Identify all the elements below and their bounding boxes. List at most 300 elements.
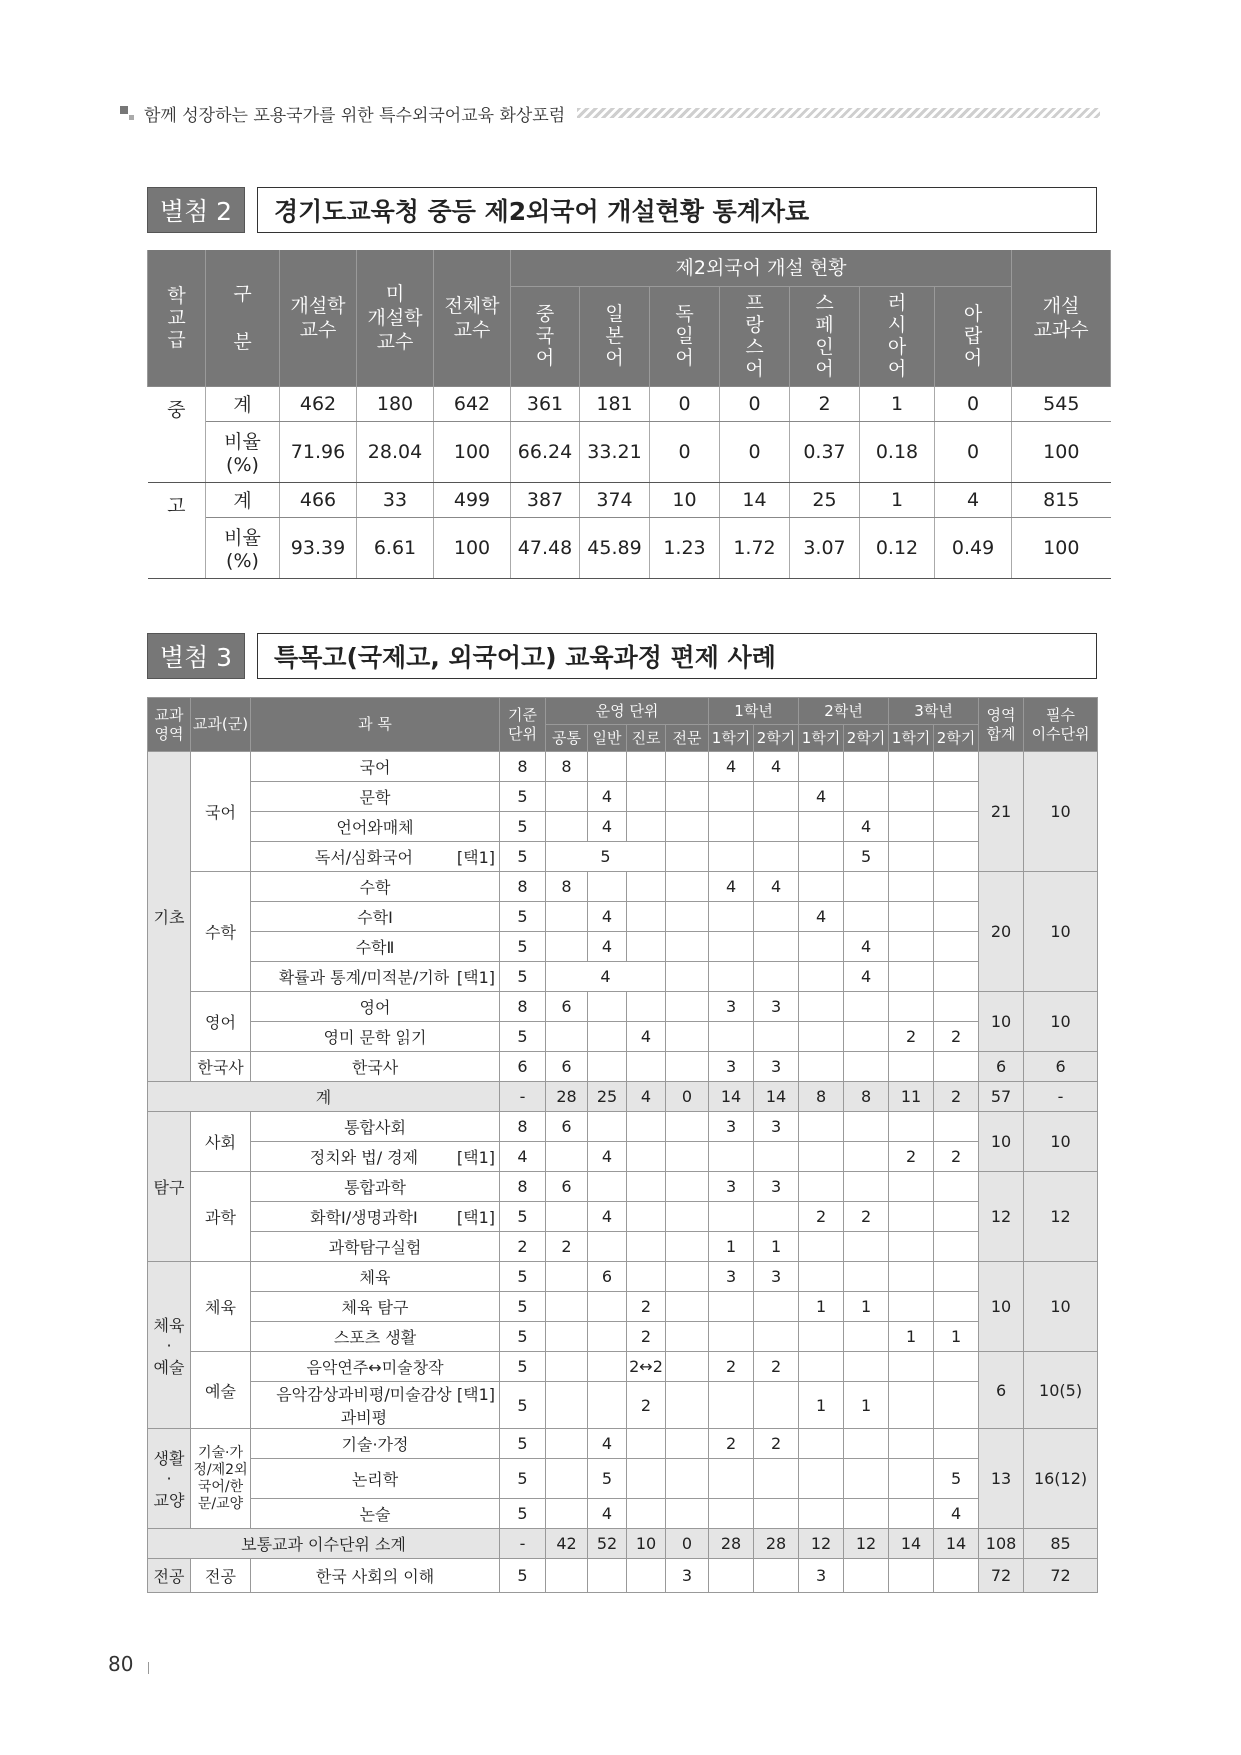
unit-value: 4 <box>754 752 799 782</box>
total-value: 14 <box>754 1082 799 1112</box>
stat-value: 71.96 <box>280 421 357 482</box>
unit-value: 6 <box>546 1172 588 1202</box>
h-year3: 3학년 <box>889 698 979 725</box>
unit-value <box>844 1232 889 1262</box>
group-label: 한국사 <box>191 1052 251 1082</box>
area-label: 전공 <box>148 1559 191 1593</box>
table-row <box>148 1559 1098 1593</box>
table-row <box>148 872 1098 902</box>
table-row <box>148 842 1098 872</box>
unit-value <box>754 932 799 962</box>
stats-row <box>148 482 1111 517</box>
unit-value <box>889 1429 934 1459</box>
page-number: 80 <box>108 1652 134 1676</box>
header-school-level: 학 교 급 <box>148 250 206 386</box>
group-label: 영어 <box>191 992 251 1052</box>
header-lang: 러 시 아 어 <box>860 286 935 386</box>
stat-value: 0 <box>935 386 1012 421</box>
area-label: 기초 <box>148 752 191 1082</box>
h-year2: 2학년 <box>799 698 889 725</box>
subject: 언어와매체 <box>251 812 500 842</box>
stat-value: 4 <box>935 482 1012 517</box>
subject: 화학Ⅰ/생명과학Ⅰ [택1] <box>251 1202 500 1232</box>
header-title: 함께 성장하는 포용국가를 위한 특수외국어교육 화상포럼 <box>144 105 566 126</box>
unit-value <box>588 1052 627 1082</box>
subject: 수학Ⅱ <box>251 932 500 962</box>
section-3-title: 특목고(국제고, 외국어고) 교육과정 편제 사례 <box>257 633 1097 679</box>
unit-value <box>627 1172 666 1202</box>
stat-value: 642 <box>434 386 511 421</box>
stat-value: 1.23 <box>650 517 720 578</box>
required-units: 72 <box>1024 1559 1098 1593</box>
base-unit: 8 <box>500 1112 546 1142</box>
unit-value: 4 <box>709 752 754 782</box>
section-2-heading <box>147 187 1097 233</box>
area-sum: 10 <box>979 1262 1024 1352</box>
row-label: 계 <box>206 386 280 421</box>
unit-value: 1 <box>844 1382 889 1429</box>
unit-value <box>546 1352 588 1382</box>
group-label: 사회 <box>191 1112 251 1172</box>
unit-value <box>666 1382 709 1429</box>
unit-value: 4 <box>588 1142 627 1172</box>
unit-value <box>799 752 844 782</box>
unit-value <box>709 782 754 812</box>
unit-value <box>546 1382 588 1429</box>
unit-value <box>709 1459 754 1499</box>
subject: 체육 탐구 <box>251 1292 500 1322</box>
unit-value <box>666 1352 709 1382</box>
h-sem: 2학기 <box>934 725 979 752</box>
unit-value <box>934 752 979 782</box>
table-row <box>148 1262 1098 1292</box>
stat-value: 0.37 <box>790 421 860 482</box>
base-unit: 5 <box>500 1429 546 1459</box>
stat-value: 100 <box>434 421 511 482</box>
unit-value: 4 <box>799 782 844 812</box>
unit-value <box>889 1112 934 1142</box>
unit-value: 2 <box>754 1352 799 1382</box>
area-sum: 10 <box>979 992 1024 1052</box>
base-unit: 4 <box>500 1142 546 1172</box>
unit-value <box>799 932 844 962</box>
unit-value <box>934 1429 979 1459</box>
unit-value <box>844 1112 889 1142</box>
header-stripe <box>577 108 1100 118</box>
area-sum: 10 <box>979 1112 1024 1172</box>
area-label: 생활 · 교양 <box>148 1429 191 1529</box>
unit-value <box>844 1429 889 1459</box>
unit-value <box>546 1262 588 1292</box>
unit-value: 2 <box>934 1142 979 1172</box>
unit-value: 2 <box>627 1292 666 1322</box>
total-label: 계 <box>148 1082 500 1112</box>
unit-value <box>889 1202 934 1232</box>
stat-value: 45.89 <box>580 517 650 578</box>
required-units: 10 <box>1024 992 1098 1052</box>
total-value: 2 <box>934 1082 979 1112</box>
unit-value <box>709 1499 754 1529</box>
h-area: 교과 영역 <box>148 698 191 752</box>
unit-value <box>627 1429 666 1459</box>
header-lang: 일 본 어 <box>580 286 650 386</box>
stat-value: 1.72 <box>720 517 790 578</box>
unit-value <box>666 932 709 962</box>
unit-value <box>627 752 666 782</box>
unit-value <box>754 1382 799 1429</box>
section-2-tag: 별첨 2 <box>147 187 245 233</box>
subtotal-value: 14 <box>934 1529 979 1559</box>
table-row <box>148 1292 1098 1322</box>
unit-value <box>844 1322 889 1352</box>
subject: 확률과 통계/미적분/기하 [택1] <box>251 962 500 992</box>
unit-value <box>754 1559 799 1593</box>
unit-value: 6 <box>546 992 588 1022</box>
area-sum: 6 <box>979 1352 1024 1429</box>
unit-value <box>799 1112 844 1142</box>
unit-value <box>844 1142 889 1172</box>
stat-value: 0.12 <box>860 517 935 578</box>
base-unit: 5 <box>500 1559 546 1593</box>
unit-value: 5 <box>588 1459 627 1499</box>
unit-value <box>666 1292 709 1322</box>
h-u3: 진로 <box>627 725 666 752</box>
unit-value: 1 <box>754 1232 799 1262</box>
stat-value: 100 <box>434 517 511 578</box>
unit-value <box>627 1202 666 1232</box>
base-unit: 5 <box>500 1382 546 1429</box>
stat-value: 1 <box>860 482 935 517</box>
unit-value <box>627 1112 666 1142</box>
unit-value: 4 <box>588 782 627 812</box>
total-value: 14 <box>709 1082 754 1112</box>
stat-value: 100 <box>1012 517 1111 578</box>
stat-value: 180 <box>357 386 434 421</box>
table-row <box>148 1112 1098 1142</box>
unit-value <box>844 1459 889 1499</box>
stat-value: 0 <box>650 386 720 421</box>
stat-value: 374 <box>580 482 650 517</box>
stat-value: 815 <box>1012 482 1111 517</box>
unit-value <box>546 1459 588 1499</box>
area-sum: 6 <box>979 1052 1024 1082</box>
table-row <box>148 992 1098 1022</box>
base-unit: 5 <box>500 1352 546 1382</box>
unit-value: 4 <box>588 1429 627 1459</box>
unit-value <box>754 1322 799 1352</box>
table-row <box>148 1142 1098 1172</box>
subject: 통합사회 <box>251 1112 500 1142</box>
unit-value <box>799 1352 844 1382</box>
unit-value <box>889 1262 934 1292</box>
unit-value <box>799 1499 844 1529</box>
unit-value: 5 <box>844 842 889 872</box>
unit-value <box>889 962 934 992</box>
unit-value <box>709 1292 754 1322</box>
subtotal-value: 42 <box>546 1529 588 1559</box>
unit-value <box>546 1022 588 1052</box>
unit-value: 2 <box>754 1429 799 1459</box>
total-value: 0 <box>666 1082 709 1112</box>
page-number-bar <box>148 1662 149 1674</box>
unit-value: 4 <box>799 902 844 932</box>
base-unit: 2 <box>500 1232 546 1262</box>
unit-value <box>799 1322 844 1352</box>
subject: 과학탐구실험 <box>251 1232 500 1262</box>
unit-value: 1 <box>799 1292 844 1322</box>
unit-value <box>666 902 709 932</box>
unit-value <box>627 1142 666 1172</box>
stat-value: 10 <box>650 482 720 517</box>
unit-value <box>934 1382 979 1429</box>
unit-value <box>934 1052 979 1082</box>
unit-value <box>709 1142 754 1172</box>
subtotal-value: 14 <box>889 1529 934 1559</box>
unit-value: 1 <box>934 1322 979 1352</box>
subject: 문학 <box>251 782 500 812</box>
subtotal-value: 12 <box>799 1529 844 1559</box>
unit-value <box>934 992 979 1022</box>
total-value: 25 <box>588 1082 627 1112</box>
unit-value <box>546 812 588 842</box>
unit-value <box>754 1292 799 1322</box>
unit-value <box>627 1232 666 1262</box>
unit-value <box>889 782 934 812</box>
unit-value <box>627 812 666 842</box>
h-subject: 과 목 <box>251 698 500 752</box>
required-units: 10 <box>1024 872 1098 992</box>
unit-value <box>844 902 889 932</box>
unit-value <box>546 1429 588 1459</box>
unit-value: 4 <box>588 1202 627 1232</box>
stat-value: 545 <box>1012 386 1111 421</box>
unit-value: 6 <box>546 1112 588 1142</box>
subject: 한국 사회의 이해 <box>251 1559 500 1593</box>
unit-value <box>844 1022 889 1052</box>
stat-value: 0 <box>720 421 790 482</box>
unit-value: 4 <box>844 962 889 992</box>
required-units: 10 <box>1024 752 1098 872</box>
unit-value <box>666 752 709 782</box>
unit-value <box>709 932 754 962</box>
unit-value <box>666 1052 709 1082</box>
table-row <box>148 752 1098 782</box>
h-base: 기준 단위 <box>500 698 546 752</box>
unit-value: 6 <box>546 1052 588 1082</box>
unit-value <box>588 1112 627 1142</box>
unit-value: 2 <box>934 1022 979 1052</box>
h-sum: 영역 합계 <box>979 698 1024 752</box>
statistics-table <box>147 250 1111 579</box>
stat-value: 0 <box>650 421 720 482</box>
unit-value <box>666 1232 709 1262</box>
unit-value <box>709 1202 754 1232</box>
unit-value: 1 <box>799 1382 844 1429</box>
unit-value <box>754 812 799 842</box>
subject: 영어 <box>251 992 500 1022</box>
unit-value <box>889 752 934 782</box>
table-row <box>148 932 1098 962</box>
unit-value: 4 <box>588 932 627 962</box>
unit-value: 4 <box>754 872 799 902</box>
unit-value: 2 <box>889 1022 934 1052</box>
table-row <box>148 1202 1098 1232</box>
unit-value <box>889 1459 934 1499</box>
subject: 기술·가정 <box>251 1429 500 1459</box>
unit-value <box>666 872 709 902</box>
stats-row <box>148 386 1111 421</box>
stats-row <box>148 421 1111 482</box>
unit-value: 3 <box>709 1172 754 1202</box>
unit-value <box>709 1559 754 1593</box>
unit-value: 4 <box>844 812 889 842</box>
stat-value: 47.48 <box>511 517 580 578</box>
table-row <box>148 902 1098 932</box>
subtotal-value: 28 <box>754 1529 799 1559</box>
unit-value <box>666 1322 709 1352</box>
unit-value: 3 <box>666 1559 709 1593</box>
unit-value <box>799 962 844 992</box>
h-units: 운영 단위 <box>546 698 709 725</box>
unit-value <box>799 1172 844 1202</box>
area-label: 체육 · 예술 <box>148 1262 191 1429</box>
stat-value: 462 <box>280 386 357 421</box>
unit-value <box>799 1262 844 1292</box>
row-label: 비율 (%) <box>206 421 280 482</box>
section-3-heading <box>147 633 1097 679</box>
unit-value: 4 <box>588 1499 627 1529</box>
unit-value <box>799 842 844 872</box>
area-sum: 108 <box>979 1529 1024 1559</box>
unit-value <box>754 1022 799 1052</box>
unit-value <box>666 842 709 872</box>
table-row <box>148 1459 1098 1499</box>
unit-value: 3 <box>754 1172 799 1202</box>
required-units: - <box>1024 1082 1098 1112</box>
subject: 논술 <box>251 1499 500 1529</box>
unit-value <box>588 1172 627 1202</box>
total-value: 8 <box>799 1082 844 1112</box>
unit-value: 3 <box>754 1112 799 1142</box>
base-unit: 5 <box>500 1459 546 1499</box>
unit-value <box>709 902 754 932</box>
running-header <box>120 100 1100 126</box>
unit-value <box>844 1559 889 1593</box>
unit-value <box>889 932 934 962</box>
unit-value <box>666 1022 709 1052</box>
unit-value <box>588 992 627 1022</box>
unit-value: 2 <box>709 1352 754 1382</box>
unit-value <box>627 932 666 962</box>
unit-value <box>588 1322 627 1352</box>
total-value: - <box>500 1082 546 1112</box>
stat-value: 181 <box>580 386 650 421</box>
stat-value: 0 <box>720 386 790 421</box>
group-label: 예술 <box>191 1352 251 1429</box>
unit-value <box>889 992 934 1022</box>
header-square-icon <box>120 106 134 120</box>
unit-value <box>588 1022 627 1052</box>
unit-value <box>709 1322 754 1352</box>
group-label: 체육 <box>191 1262 251 1352</box>
base-unit: 8 <box>500 752 546 782</box>
unit-value <box>627 872 666 902</box>
unit-value: 2 <box>627 1382 666 1429</box>
stat-value: 100 <box>1012 421 1111 482</box>
stat-value: 25 <box>790 482 860 517</box>
unit-value: 4 <box>934 1499 979 1529</box>
school-level: 중 <box>148 386 206 482</box>
unit-value <box>934 1352 979 1382</box>
unit-value <box>844 992 889 1022</box>
unit-value <box>889 1172 934 1202</box>
unit-value <box>799 812 844 842</box>
stat-value: 33 <box>357 482 434 517</box>
stat-value: 0.49 <box>935 517 1012 578</box>
stat-value: 33.21 <box>580 421 650 482</box>
total-value: 28 <box>546 1082 588 1112</box>
subtotal-value: - <box>500 1529 546 1559</box>
unit-value <box>844 872 889 902</box>
table-row <box>148 1022 1098 1052</box>
subject: 국어 <box>251 752 500 782</box>
subject: 음악감상과비평/미술감상과비평 [택1] <box>251 1382 500 1429</box>
unit-value <box>666 782 709 812</box>
unit-value: 4 <box>627 1022 666 1052</box>
unit-value: 3 <box>754 992 799 1022</box>
row-label: 계 <box>206 482 280 517</box>
stats-row <box>148 517 1111 578</box>
unit-value: 3 <box>709 992 754 1022</box>
base-unit: 5 <box>500 1202 546 1232</box>
subtotal-value: 0 <box>666 1529 709 1559</box>
unit-value <box>709 1382 754 1429</box>
base-unit: 5 <box>500 962 546 992</box>
table-row <box>148 962 1098 992</box>
unit-value: 4 <box>844 932 889 962</box>
unit-value <box>934 1232 979 1262</box>
unit-value <box>934 1292 979 1322</box>
unit-value <box>666 1202 709 1232</box>
unit-value <box>754 1499 799 1529</box>
subtotal-label: 보통교과 이수단위 소계 <box>148 1529 500 1559</box>
base-unit: 8 <box>500 1172 546 1202</box>
required-units: 16(12) <box>1024 1429 1098 1529</box>
subject: 논리학 <box>251 1459 500 1499</box>
h-u1: 공통 <box>546 725 588 752</box>
unit-value <box>889 842 934 872</box>
unit-value <box>889 1352 934 1382</box>
table-row <box>148 1429 1098 1459</box>
unit-value <box>627 1499 666 1529</box>
unit-value <box>799 1232 844 1262</box>
unit-value: 1 <box>844 1292 889 1322</box>
stat-value: 1 <box>860 386 935 421</box>
subtotal-value: 52 <box>588 1529 627 1559</box>
area-sum: 57 <box>979 1082 1024 1112</box>
unit-value <box>754 842 799 872</box>
unit-value <box>546 902 588 932</box>
unit-value <box>666 1459 709 1499</box>
unit-value <box>934 1172 979 1202</box>
unit-value <box>799 872 844 902</box>
section-2-title: 경기도교육청 중등 제2외국어 개설현황 통계자료 <box>257 187 1097 233</box>
unit-value <box>889 1052 934 1082</box>
unit-value <box>666 812 709 842</box>
subject: 독서/심화국어 [택1] <box>251 842 500 872</box>
stat-value: 3.07 <box>790 517 860 578</box>
stat-value: 0 <box>935 421 1012 482</box>
